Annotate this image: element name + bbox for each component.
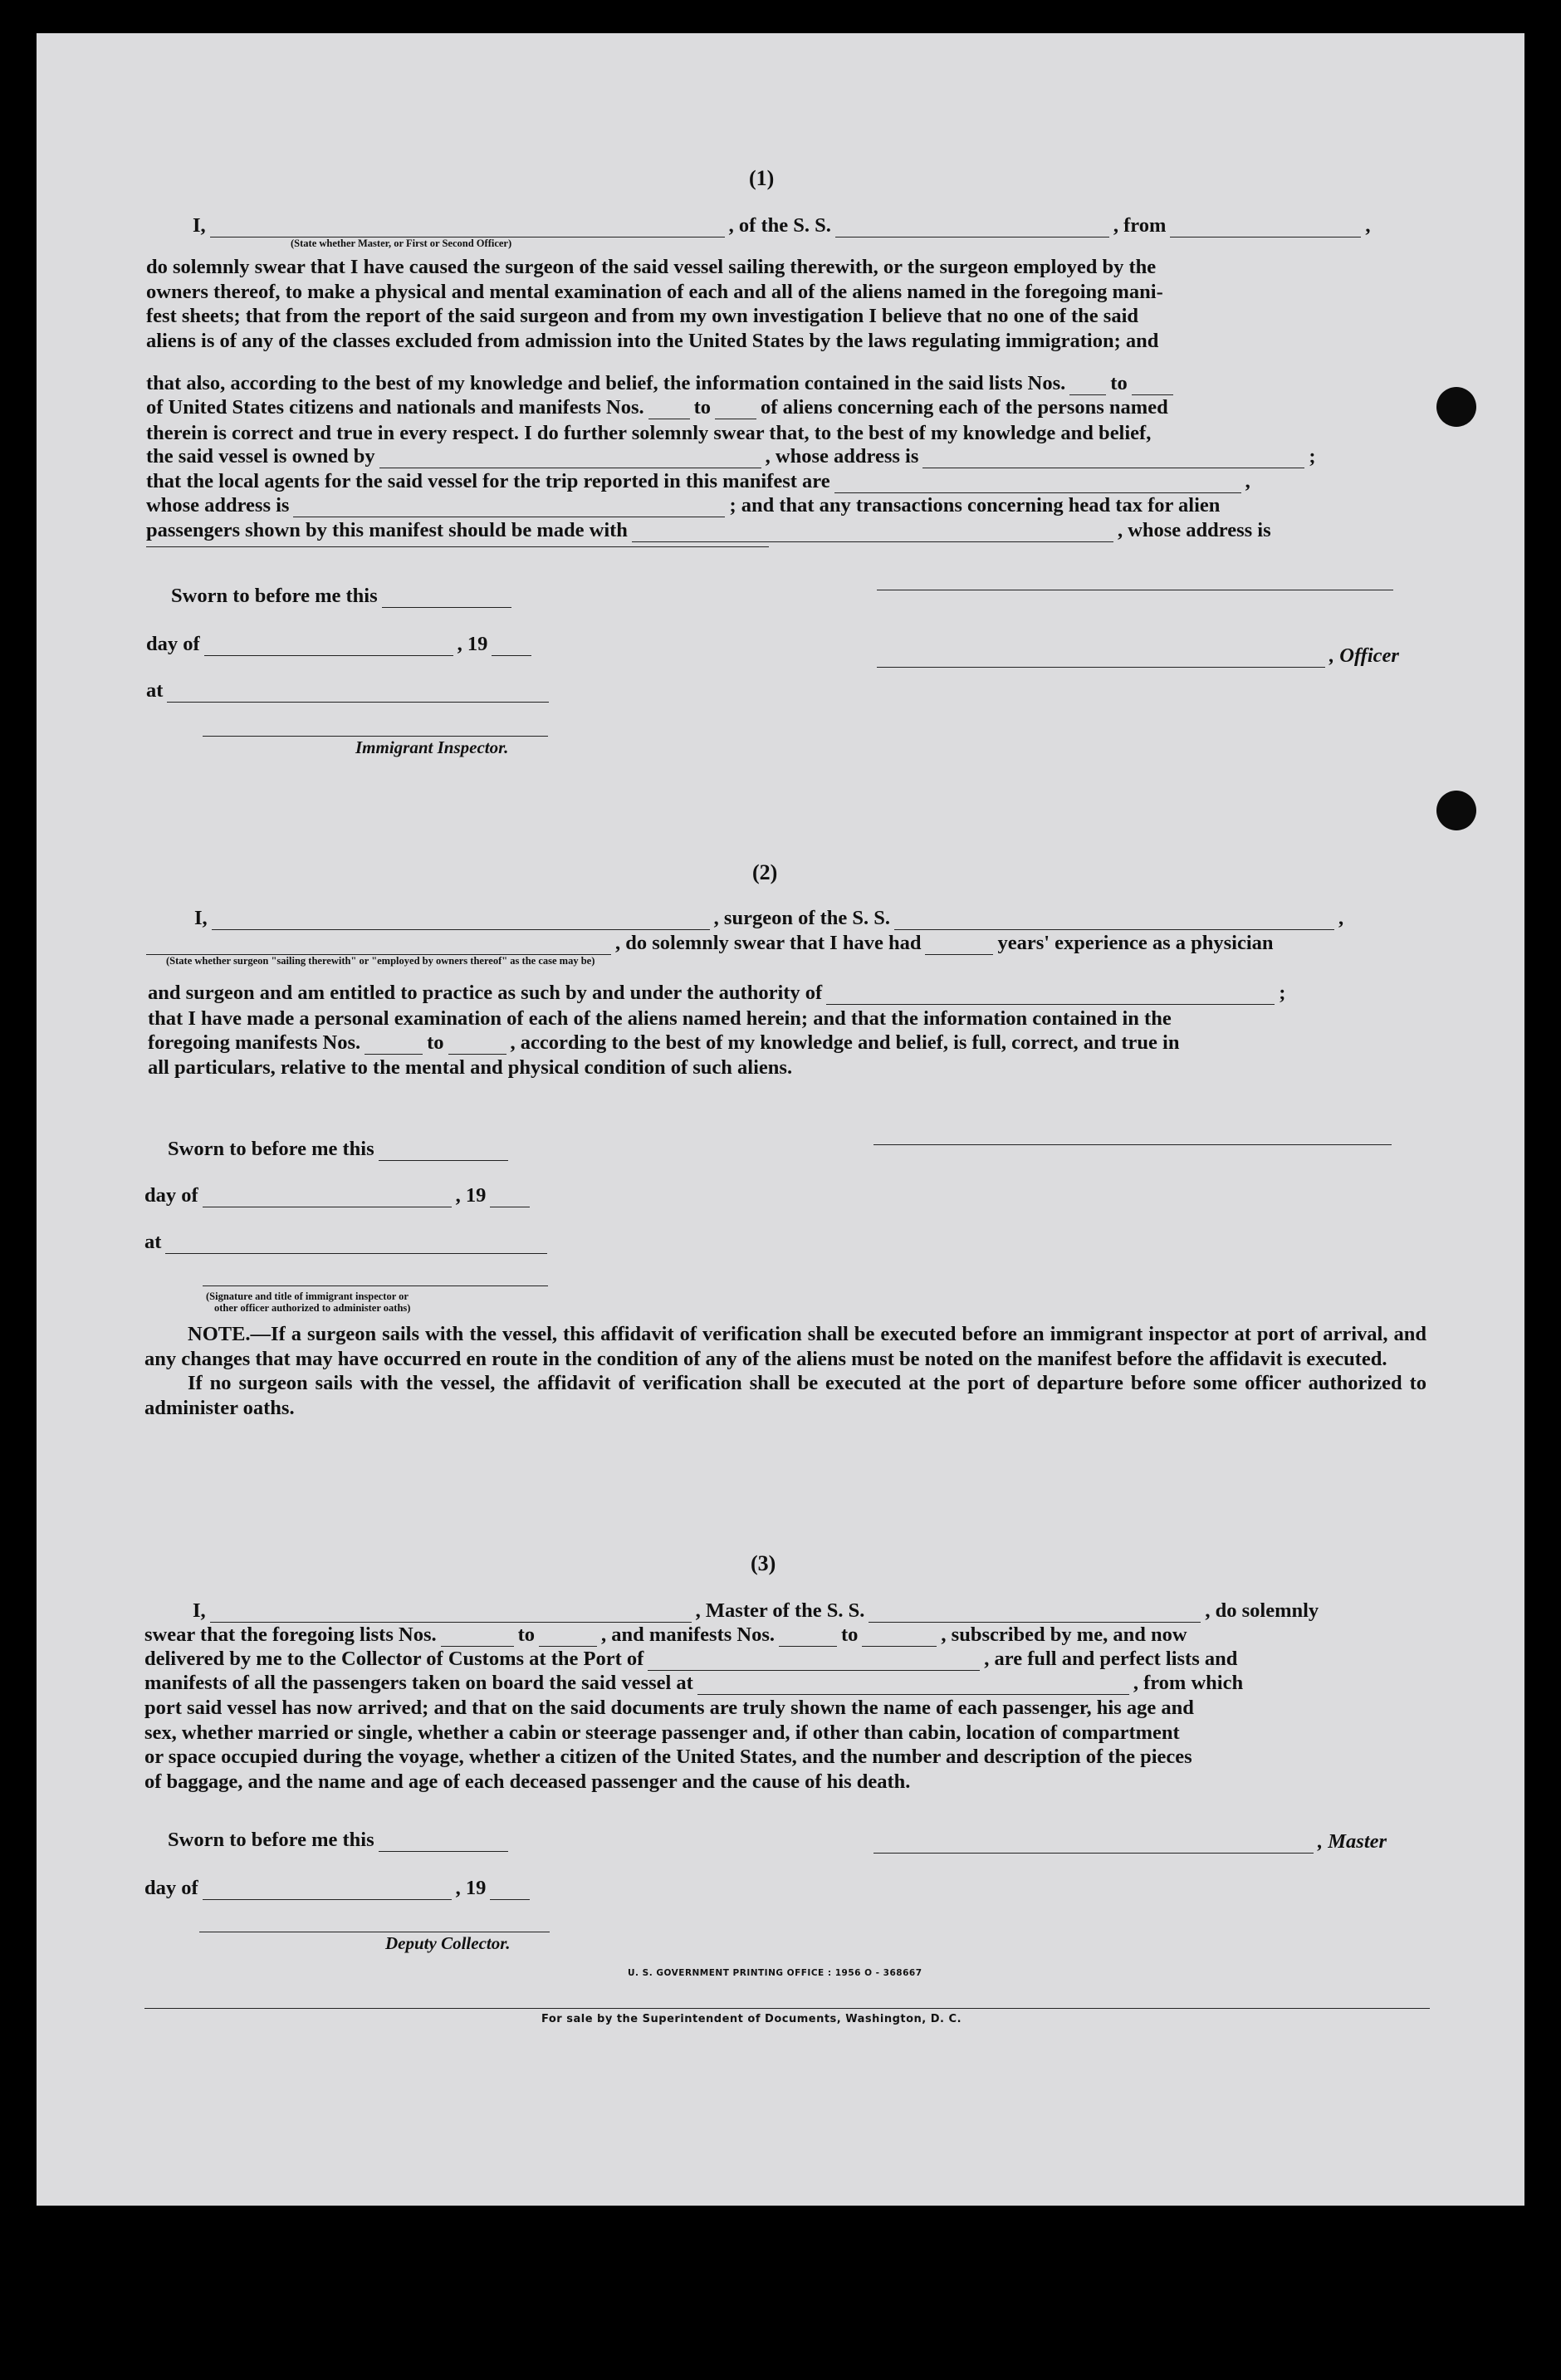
s1-inspector-label: Immigrant Inspector. xyxy=(355,737,509,757)
s1-officer-caption: (State whether Master, or First or Second Officer) xyxy=(291,238,512,249)
s1-at-field[interactable] xyxy=(167,685,549,703)
s2-surgeon-caption: (State whether surgeon "sailing therewith" or "employed by owners thereof" as the case may be) xyxy=(166,955,595,967)
s3-year-field[interactable] xyxy=(490,1883,530,1900)
s2-day-line: day of , 19 xyxy=(144,1184,534,1207)
s1-paragraph: do solemnly swear that I have caused the surgeon of the said vessel sailing therewith, or the surgeon employed by the owners thereof, to make a physical and mental examination of each and all of the aliens named in the foregoing mani- fest sheets; that from the report of the said surgeon and from my own investigation I believe that no one of the said aliens is of any of the classes excluded from admission into the United States by the laws regulating immigration; and xyxy=(146,256,1163,352)
s2-line-4: that I have made a personal examination of each of the aliens named herein; and that the information contained in the xyxy=(148,1007,1172,1030)
s3-master-name-field[interactable] xyxy=(210,1605,692,1623)
officer-title-field[interactable] xyxy=(210,220,725,238)
s1-inspector-signature-line[interactable] xyxy=(203,736,548,737)
owner-field[interactable] xyxy=(379,451,761,468)
s1-line-9: that the local agents for the said vessel for the trip reported in this manifest are , xyxy=(146,470,1250,492)
s3-day-line: day of , 19 xyxy=(144,1877,534,1900)
section-2-number: (2) xyxy=(752,860,778,884)
owner-address-field[interactable] xyxy=(922,451,1304,468)
printing-office-imprint: U. S. GOVERNMENT PRINTING OFFICE : 1956 O - 368667 xyxy=(628,1968,922,1978)
s2-inspector-signature-line[interactable] xyxy=(203,1285,548,1286)
s2-manifests-to-field[interactable] xyxy=(448,1037,506,1055)
s3-sworn-line: Sworn to before me this xyxy=(168,1829,512,1852)
s2-vessel-field[interactable] xyxy=(894,913,1334,930)
s2-sworn-date-field[interactable] xyxy=(379,1143,508,1161)
footer-rule xyxy=(144,2008,1430,2009)
head-tax-contact-field[interactable] xyxy=(632,525,1113,542)
s2-signature-line[interactable] xyxy=(873,1144,1392,1145)
s3-master-signature-field[interactable] xyxy=(873,1836,1314,1854)
s3-line-4: manifests of all the passengers taken on board the said vessel at , from which xyxy=(144,1672,1244,1694)
note-1: NOTE.—If a surgeon sails with the vessel, this affidavit of verification shall be executed before an immigrant inspector at port of arrival, and any changes that may have occurred en route in the condition of any of the aliens must be noted on the manifest before the affidavit is executed. xyxy=(144,1323,1426,1370)
s3-port-field[interactable] xyxy=(648,1653,980,1671)
from-port-field[interactable] xyxy=(1170,220,1361,238)
s1-day-field[interactable] xyxy=(204,639,453,656)
vessel-name-field[interactable] xyxy=(835,220,1109,238)
section-3-number: (3) xyxy=(751,1551,776,1575)
s1-officer-signature-field[interactable] xyxy=(877,650,1325,668)
punch-hole-upper xyxy=(1436,387,1476,427)
lists-from-field[interactable] xyxy=(1069,378,1106,395)
s2-line-3: and surgeon and am entitled to practice as such by and under the authority of ; xyxy=(148,982,1286,1004)
manifests-from-field[interactable] xyxy=(648,402,690,419)
s3-vessel-field[interactable] xyxy=(869,1605,1201,1623)
s3-lists-from-field[interactable] xyxy=(441,1629,514,1647)
s3-manifests-from-field[interactable] xyxy=(779,1629,837,1647)
s3-paragraph: port said vessel has now arrived; and that on the said documents are truly shown the name of each passenger, his age and sex, whether married or single, whether a cabin or steerage passenger and, if other than cabin, location of compartment or space occupied during the voyage, whether a citizen of the United States, and the number and description of the pieces of baggage, and the name and age of each deceased passenger and the cause of his death. xyxy=(144,1697,1194,1793)
s2-authority-field[interactable] xyxy=(826,987,1275,1005)
s2-sig-caption-1: (Signature and title of immigrant inspector or xyxy=(206,1290,409,1302)
s2-sworn-line: Sworn to before me this xyxy=(168,1138,512,1161)
s3-line-1: I, , Master of the S. S. , do solemnly xyxy=(193,1599,1319,1622)
lists-to-field[interactable] xyxy=(1132,378,1173,395)
s3-sworn-date-field[interactable] xyxy=(379,1834,508,1852)
s2-manifests-from-field[interactable] xyxy=(365,1037,423,1055)
s3-collector-label: Deputy Collector. xyxy=(385,1933,511,1953)
s2-surgeon-type-field[interactable] xyxy=(146,938,611,955)
s2-day-field[interactable] xyxy=(203,1190,452,1207)
s1-line-10: whose address is ; and that any transactions concerning head tax for alien xyxy=(146,494,1221,517)
s2-at-field[interactable] xyxy=(165,1237,547,1254)
s1-sworn-line: Sworn to before me this xyxy=(171,585,516,608)
s2-year-field[interactable] xyxy=(490,1190,530,1207)
s2-line-1: I, , surgeon of the S. S. , xyxy=(194,907,1344,929)
s1-line-8: the said vessel is owned by , whose address is ; xyxy=(146,445,1316,468)
s3-embark-port-field[interactable] xyxy=(697,1677,1129,1695)
s2-years-field[interactable] xyxy=(925,938,993,955)
punch-hole-lower xyxy=(1436,791,1476,830)
s1-line-11: passengers shown by this manifest should be made with , whose address is xyxy=(146,519,1271,541)
s2-line-6: all particulars, relative to the mental and physical condition of such aliens. xyxy=(148,1056,793,1079)
s3-lists-to-field[interactable] xyxy=(539,1629,597,1647)
section-1-number: (1) xyxy=(749,166,775,190)
s2-line-2: , do solemnly swear that I have had years' experience as a physician xyxy=(146,932,1431,955)
s2-line-5: foregoing manifests Nos. to , according to the best of my knowledge and belief, is full, correct, and true in xyxy=(148,1031,1180,1054)
s1-line-5: that also, according to the best of my knowledge and belief, the information contained in the said lists Nos. to xyxy=(146,372,1428,395)
s2-notes xyxy=(144,1322,1426,1420)
s1-line-6: of United States citizens and nationals and manifests Nos. to of aliens concerning each of the persons named xyxy=(146,396,1168,419)
s1-address-continuation-line[interactable] xyxy=(146,546,769,547)
local-agents-field[interactable] xyxy=(834,476,1241,493)
s3-line-3: delivered by me to the Collector of Customs at the Port of , are full and perfect lists and xyxy=(144,1648,1238,1670)
s1-day-line: day of , 19 xyxy=(146,633,536,656)
agents-address-field[interactable] xyxy=(293,500,725,517)
s1-line-1: I, , of the S. S. , from , xyxy=(193,214,1371,237)
form-sheet xyxy=(37,33,1524,2206)
s3-line-2: swear that the foregoing lists Nos. to , and manifests Nos. to , subscribed by me, and now xyxy=(144,1623,1187,1646)
s3-master-line: , Master xyxy=(873,1830,1387,1854)
s3-day-field[interactable] xyxy=(203,1883,452,1900)
s1-officer-line: , Officer xyxy=(877,644,1399,668)
s1-year-field[interactable] xyxy=(492,639,531,656)
s1-line-7: therein is correct and true in every respect. I do further solemnly swear that, to the best of my knowledge and belief, xyxy=(146,422,1152,444)
s2-at-line: at xyxy=(144,1231,551,1254)
s2-surgeon-name-field[interactable] xyxy=(212,913,710,930)
manifests-to-field[interactable] xyxy=(715,402,756,419)
s1-at-line: at xyxy=(146,679,553,703)
for-sale-notice: For sale by the Superintendent of Documents, Washington, D. C. xyxy=(541,2013,962,2025)
s1-sworn-date-field[interactable] xyxy=(382,590,511,608)
s2-sig-caption-2: other officer authorized to administer oaths) xyxy=(214,1302,411,1314)
s3-manifests-to-field[interactable] xyxy=(862,1629,937,1647)
note-2: If no surgeon sails with the vessel, the affidavit of verification shall be executed at the port of departure before some officer authorized to administer oaths. xyxy=(144,1372,1426,1419)
